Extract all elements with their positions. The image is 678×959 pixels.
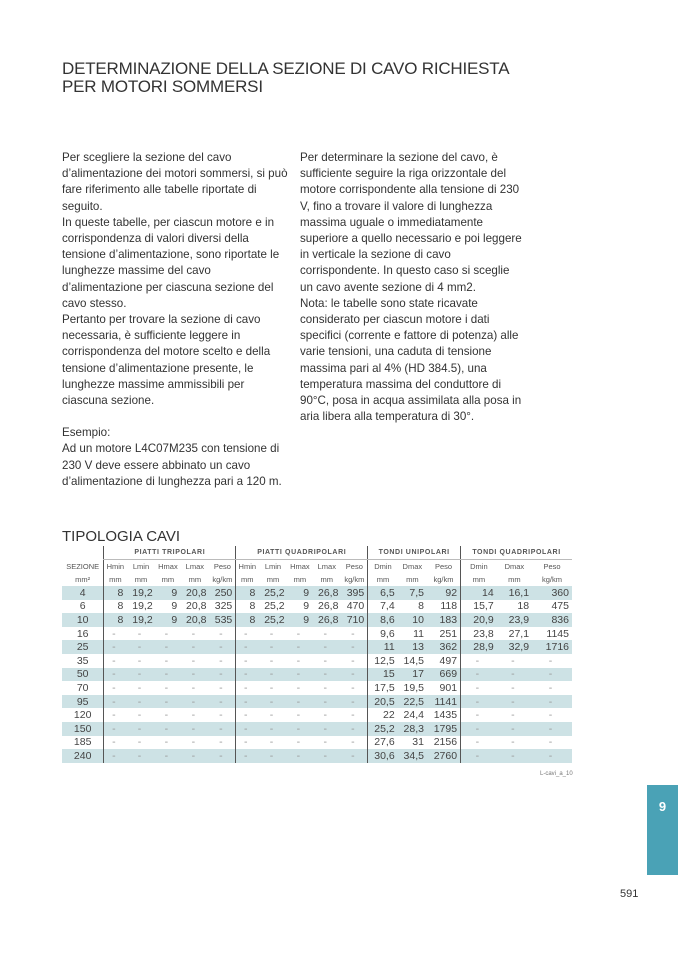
table-code: L-cavi_a_10 — [540, 771, 573, 777]
table-cell: - — [341, 668, 367, 682]
note-paragraph: Nota: le tabelle sono state ricavate considerato per ciascun motore i dati specifici (corrente e fattore di potenza) alle varie tensioni, una caduta di tensione massima pari al 4% (HD 384.5), una temperatura massima del conduttore di 90°C, posa in acqua assimilata alla posa in aria libera alla temperatura di 30°. — [300, 296, 522, 424]
table-cell: - — [104, 654, 127, 668]
column-header: Peso — [434, 562, 453, 571]
table-cell: 32,9 — [497, 640, 532, 654]
table-cell: - — [323, 736, 328, 749]
table-cell: - — [126, 695, 155, 709]
table-cell: 8 — [418, 600, 424, 613]
table-title: TIPOLOGIA CAVI — [62, 528, 181, 545]
table-cell: - — [288, 749, 313, 763]
table-cell: 7,4 — [368, 600, 398, 614]
table-cell: - — [351, 736, 355, 749]
table-cell: - — [164, 709, 169, 722]
table-cell: - — [258, 695, 287, 709]
table-cell: - — [532, 749, 572, 763]
table-cell: - — [236, 749, 259, 763]
unit-header: mm — [161, 575, 175, 584]
table-cell: - — [269, 681, 274, 694]
unit-header: kg/km — [433, 575, 454, 584]
section-cell: 35 — [76, 654, 89, 667]
paragraph: Pertanto per trovare la sezione di cavo necessaria, è sufficiente leggere in corrispondenza del motore scelto e della tensione d’alimentazione presente, le lunghezze massime ammissibili per ciascuna sezione. — [62, 313, 271, 408]
table-cell: - — [126, 640, 155, 654]
column-header: Dmin — [368, 560, 398, 574]
table-cell: 19,2 — [132, 600, 153, 613]
table-cell: - — [126, 722, 155, 736]
section-cell: 16 — [76, 627, 89, 640]
table-cell: 8 — [236, 613, 259, 627]
table-cell: - — [461, 668, 497, 682]
table-cell: - — [548, 681, 553, 694]
table-row — [62, 613, 572, 627]
table-cell: - — [341, 749, 367, 763]
table-cell: - — [341, 695, 367, 709]
unit-header: mm — [368, 573, 398, 586]
table-cell: 2156 — [433, 736, 458, 749]
table-cell: - — [532, 695, 572, 709]
table-cell: - — [511, 709, 515, 722]
table-cell: - — [164, 654, 169, 667]
section-cell: 4 — [62, 586, 104, 600]
paragraph: Per scegliere la sezione del cavo d’alimentazione dei motori sommersi, si può fare riferimento alle tabelle riportate di seguito. — [62, 151, 288, 213]
table-cell: 27,6 — [368, 736, 398, 750]
table-cell: 10 — [398, 613, 427, 627]
table-cell: - — [191, 627, 196, 640]
table-cell: 395 — [341, 586, 367, 600]
table-cell: - — [209, 668, 235, 682]
unit-header: mm — [461, 573, 497, 586]
column-header: Hmax — [158, 562, 178, 571]
table-cell: 27,1 — [508, 627, 530, 640]
table-cell: 30,6 — [368, 749, 398, 763]
table-cell: - — [296, 736, 301, 749]
group-header: TONDI QUADRIPOLARI — [461, 546, 572, 560]
table-cell: - — [511, 681, 515, 694]
table-cell: 251 — [439, 627, 458, 640]
table-cell: 19,5 — [403, 681, 424, 694]
table-cell: 8,6 — [368, 613, 398, 627]
table-cell: - — [104, 695, 127, 709]
table-row — [62, 668, 572, 682]
unit-header: mm — [320, 575, 334, 584]
table-cell: 8 — [236, 586, 259, 600]
table-cell: - — [180, 749, 209, 763]
table-cell: - — [461, 722, 497, 736]
table-cell: 23,8 — [461, 627, 497, 641]
table-cell: - — [497, 722, 532, 736]
table-cell: - — [236, 736, 259, 750]
cable-table — [62, 546, 572, 763]
table-cell: - — [351, 681, 355, 694]
table-row — [62, 654, 572, 668]
unit-header: mm — [134, 575, 148, 584]
table-cell: - — [219, 736, 223, 749]
table-cell: 15,7 — [461, 600, 497, 614]
table-row — [62, 600, 572, 614]
column-header: Lmin — [264, 562, 282, 571]
table-cell: 92 — [427, 586, 461, 600]
table-cell: - — [191, 681, 196, 694]
table-cell: 470 — [346, 600, 365, 613]
table-cell: - — [209, 749, 235, 763]
table-cell: 8 — [104, 586, 127, 600]
table-cell: - — [236, 668, 259, 682]
column-header: Dmax — [504, 562, 525, 571]
table-cell: - — [180, 722, 209, 736]
unit-header: kg/km — [212, 575, 233, 584]
table-cell: 8 — [104, 613, 127, 627]
unit-header: mm — [293, 575, 307, 584]
table-cell: - — [351, 627, 355, 640]
table-cell: 13 — [398, 640, 427, 654]
unit-header: mm — [104, 573, 127, 586]
table-cell: - — [548, 709, 553, 722]
group-header: PIATTI TRIPOLARI — [104, 546, 236, 560]
section-cell: 240 — [62, 749, 104, 763]
table-cell: - — [258, 722, 287, 736]
table-cell: 24,4 — [403, 709, 424, 722]
table-cell: - — [219, 627, 223, 640]
table-cell: 836 — [532, 613, 572, 627]
table-cell: 9 — [171, 600, 178, 613]
table-cell: - — [296, 709, 301, 722]
table-cell: - — [156, 749, 181, 763]
section-cell: 50 — [62, 668, 104, 682]
table-row — [62, 627, 572, 641]
group-header: PIATTI QUADRIPOLARI — [236, 546, 368, 560]
table-cell: 15 — [368, 668, 398, 682]
left-column — [62, 150, 292, 490]
section-cell: 120 — [73, 709, 92, 722]
table-cell: - — [104, 681, 127, 695]
table-cell: - — [258, 749, 287, 763]
table-cell: - — [209, 722, 235, 736]
table-cell: 1141 — [427, 695, 461, 709]
column-header: Lmin — [132, 562, 150, 571]
table-cell: 26,8 — [312, 586, 341, 600]
table-cell: - — [296, 654, 301, 667]
table-row — [62, 640, 572, 654]
table-cell: 14,5 — [403, 654, 424, 667]
table-cell: 20,9 — [461, 613, 497, 627]
table-cell: 25,2 — [258, 586, 287, 600]
table-cell: 362 — [427, 640, 461, 654]
unit-header: mm² — [75, 575, 91, 584]
table-cell: 9 — [156, 613, 181, 627]
table-cell: - — [164, 681, 169, 694]
section-cell: 70 — [76, 681, 89, 694]
table-row — [62, 695, 572, 709]
unit-row — [62, 573, 572, 586]
unit-header: mm — [236, 573, 259, 586]
unit-header: mm — [508, 575, 521, 584]
table-cell: 17 — [398, 668, 427, 682]
column-header: Hmin — [236, 560, 259, 574]
example-label: Esempio: — [62, 426, 111, 440]
table-cell: - — [104, 627, 127, 641]
table-cell: 20,8 — [180, 613, 209, 627]
table-cell: 1716 — [532, 640, 572, 654]
table-cell: 31 — [412, 736, 424, 749]
table-cell: - — [104, 708, 127, 722]
table-cell: 9 — [303, 600, 310, 613]
table-cell: - — [461, 708, 497, 722]
table-cell: 26,8 — [312, 613, 341, 627]
table-cell: - — [461, 695, 497, 709]
table-cell: - — [137, 736, 142, 749]
table-cell: - — [219, 681, 223, 694]
table-cell: - — [137, 709, 142, 722]
paragraph: In queste tabelle, per ciascun motore e in corrispondenza di valori diversi della tensione d’alimentazione, sono riportate le lunghezze massime del cavo d’alimentazione per ciascuna sezione del cavo stesso. — [62, 215, 280, 310]
table-cell: 25,2 — [368, 722, 398, 736]
table-cell: - — [323, 681, 328, 694]
table-cell: - — [219, 709, 223, 722]
column-header: Peso — [345, 562, 363, 571]
table-cell: 11 — [413, 627, 424, 640]
table-cell: - — [511, 654, 515, 667]
table-cell: - — [351, 654, 355, 667]
table-cell: 34,5 — [398, 749, 427, 763]
table-cell: 669 — [427, 668, 461, 682]
table-cell: 8 — [236, 600, 259, 614]
table-cell: 118 — [440, 600, 458, 613]
table-cell: 17,5 — [368, 681, 398, 695]
table-cell: 2760 — [427, 749, 461, 763]
table-cell: - — [137, 654, 142, 667]
table-cell: 360 — [532, 586, 572, 600]
table-cell: 250 — [209, 586, 235, 600]
table-cell: - — [236, 640, 259, 654]
column-header: Dmax — [402, 562, 423, 571]
column-header: Lmax — [185, 562, 204, 571]
table-cell: 14 — [461, 586, 497, 600]
table-cell: - — [191, 709, 196, 722]
table-cell: - — [156, 640, 181, 654]
table-cell: 1145 — [546, 627, 569, 640]
table-row — [62, 681, 572, 695]
table-cell: - — [156, 668, 181, 682]
table-cell: 22 — [368, 708, 398, 722]
table-cell: - — [137, 627, 142, 640]
table-cell: - — [461, 681, 497, 695]
table-cell: - — [126, 668, 155, 682]
table-cell: - — [351, 709, 355, 722]
table-cell: - — [269, 709, 274, 722]
table-cell: - — [548, 736, 553, 749]
section-cell: 95 — [62, 695, 104, 709]
table-cell: - — [532, 722, 572, 736]
column-header: Hmax — [290, 562, 310, 571]
table-cell: - — [296, 627, 301, 640]
table-cell: 1795 — [427, 722, 461, 736]
section-cell: 150 — [62, 722, 104, 736]
table-cell: - — [104, 640, 127, 654]
table-cell: 23,9 — [497, 613, 532, 627]
table-cell: 20,8 — [186, 600, 207, 613]
table-cell: 9 — [288, 586, 313, 600]
table-cell: - — [312, 640, 341, 654]
table-cell: - — [236, 627, 259, 641]
table-row — [62, 749, 572, 763]
table-cell: - — [236, 722, 259, 736]
table-cell: 28,9 — [461, 640, 497, 654]
table-cell: 26,8 — [318, 600, 339, 613]
table-cell: 901 — [439, 681, 458, 694]
unit-header: mm — [266, 575, 280, 584]
table-cell: 1435 — [433, 709, 458, 722]
table-row — [62, 586, 572, 600]
table-cell: 20,5 — [368, 695, 398, 709]
table-cell: - — [323, 709, 328, 722]
table-cell: - — [269, 627, 274, 640]
table-cell: 20,8 — [180, 586, 209, 600]
table-cell: - — [156, 695, 181, 709]
table-cell: - — [497, 695, 532, 709]
table-cell: - — [258, 668, 287, 682]
page-number: 591 — [620, 888, 639, 900]
table-cell: - — [461, 654, 497, 668]
table-row — [62, 708, 572, 722]
table-cell: - — [209, 640, 235, 654]
table-cell: 28,3 — [398, 722, 427, 736]
table-cell: - — [312, 749, 341, 763]
table-cell: - — [104, 722, 127, 736]
table-cell: 8 — [104, 600, 127, 614]
section-cell: 6 — [79, 600, 86, 613]
table-cell: - — [511, 736, 515, 749]
table-cell: - — [258, 640, 287, 654]
column-header: SEZIONE — [66, 561, 100, 571]
table-cell: - — [548, 654, 553, 667]
table-cell: - — [341, 640, 367, 654]
table-cell: 6,5 — [368, 586, 398, 600]
unit-header: kg/km — [344, 575, 365, 584]
paragraph: Per determinare la sezione del cavo, è sufficiente seguire la riga orizzontale del motore corrispondente alla tensione di 230 V, fino a trovare il valore di lunghezza massima uguale o immediatamente superiore a quello necessario e poi leggere in verticale la sezione di cavo corrispondente. In questo caso si sceglie un cavo avente sezione di 4 mm2. — [300, 151, 522, 294]
column-header: Lmax — [317, 562, 336, 571]
table-cell: - — [104, 749, 127, 763]
table-cell: 497 — [439, 654, 458, 667]
table-cell: 19,2 — [126, 586, 155, 600]
section-cell: 10 — [62, 613, 104, 627]
table-cell: - — [296, 681, 301, 694]
table-cell: - — [236, 654, 259, 668]
table-cell: 9 — [288, 613, 313, 627]
table-cell: - — [269, 654, 274, 667]
column-header: Dmin — [461, 560, 497, 574]
table-row — [62, 722, 572, 736]
table-cell: 7,5 — [398, 586, 427, 600]
table-cell: - — [341, 722, 367, 736]
table-cell: - — [191, 654, 196, 667]
table-cell: - — [191, 736, 196, 749]
table-cell: - — [126, 749, 155, 763]
table-cell: 325 — [214, 600, 233, 613]
column-header: Hmin — [104, 560, 127, 574]
paragraph: Ad un motore L4C07M235 con tensione di 230 V deve essere abbinato un cavo d’alimentazione di lunghezza pari a 120 m. — [62, 442, 282, 488]
table-cell: - — [312, 668, 341, 682]
corner-cell — [62, 546, 104, 560]
table-cell: - — [288, 668, 313, 682]
table-cell: - — [164, 736, 169, 749]
page-title: DETERMINAZIONE DELLA SEZIONE DI CAVO RICHIESTA PER MOTORI SOMMERSI — [62, 59, 509, 96]
table-cell: - — [461, 736, 497, 750]
column-header-row — [62, 560, 572, 574]
table-cell: - — [164, 627, 169, 640]
table-cell: - — [323, 654, 328, 667]
group-header-row — [62, 546, 572, 560]
table-cell: 9 — [156, 586, 181, 600]
table-cell: - — [312, 722, 341, 736]
table-cell: - — [236, 681, 259, 695]
table-cell: 710 — [341, 613, 367, 627]
table-cell: 25,2 — [264, 600, 285, 613]
table-cell: 25,2 — [258, 613, 287, 627]
table-cell: - — [104, 736, 127, 750]
section-cell: 185 — [73, 736, 92, 749]
unit-header: mm — [188, 575, 202, 584]
column-header: Peso — [213, 562, 231, 571]
table-cell: 22,5 — [398, 695, 427, 709]
table-cell: - — [219, 654, 223, 667]
table-cell: 18 — [517, 600, 530, 613]
group-header: TONDI UNIPOLARI — [368, 546, 461, 560]
table-cell: - — [323, 627, 328, 640]
table-cell: - — [269, 736, 274, 749]
table-cell: - — [104, 668, 127, 682]
table-cell: - — [180, 668, 209, 682]
right-column — [300, 150, 525, 425]
table-cell: 19,2 — [126, 613, 155, 627]
table-cell: - — [497, 749, 532, 763]
section-cell: 25 — [62, 640, 104, 654]
table-cell: - — [236, 695, 259, 709]
table-cell: - — [288, 640, 313, 654]
table-cell: - — [288, 695, 313, 709]
section-tab: 9 — [647, 785, 678, 875]
table-row — [62, 736, 572, 750]
table-cell: - — [288, 722, 313, 736]
table-cell: 11 — [368, 640, 398, 654]
table-cell: 475 — [551, 600, 569, 613]
unit-header: kg/km — [542, 575, 563, 584]
table-cell: - — [497, 668, 532, 682]
table-cell: - — [236, 708, 259, 722]
table-cell: - — [312, 695, 341, 709]
table-cell: - — [180, 695, 209, 709]
table-cell: - — [532, 668, 572, 682]
table-cell: 9,6 — [368, 627, 398, 641]
unit-header: mm — [406, 575, 419, 584]
table-cell: - — [180, 640, 209, 654]
table-cell: 535 — [209, 613, 235, 627]
column-header: Peso — [543, 562, 561, 571]
table-cell: 183 — [427, 613, 461, 627]
table-cell: 12,5 — [368, 654, 398, 668]
table-cell: 16,1 — [497, 586, 532, 600]
table-cell: - — [209, 695, 235, 709]
table-cell: - — [156, 722, 181, 736]
table-cell: - — [137, 681, 142, 694]
table-cell: - — [461, 749, 497, 763]
